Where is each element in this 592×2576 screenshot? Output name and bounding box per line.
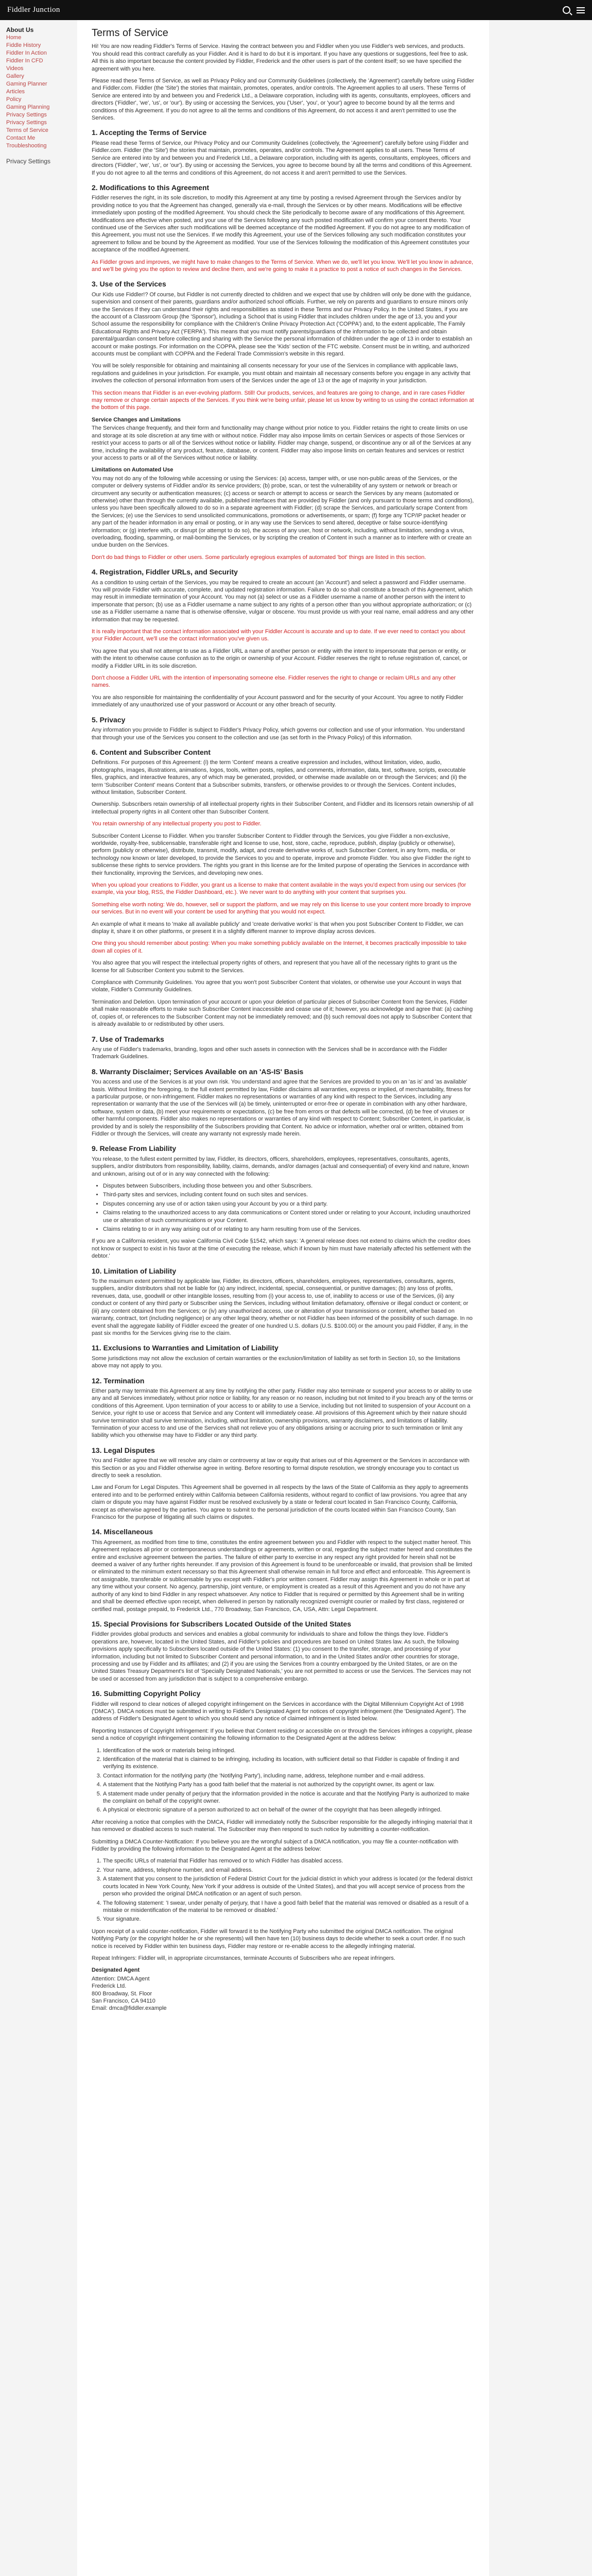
sidebar-item-gallery[interactable]: Gallery	[6, 73, 24, 79]
top-bar-actions	[563, 6, 585, 14]
section-heading: 15. Special Provisions for Subscribers Located Outside of the United States	[92, 1619, 352, 1628]
summary-note: Don't do bad things to Fiddler or other users. Some particularly egregious examples of automated 'bot' things are listed in this section.	[92, 554, 426, 561]
list-item: 3. A statement that you consent to the jurisdiction of Federal District Court for the judicial district in which your address is located (or the federal district courts located in New York County, New York if your address is outside of the United States), and that you will accept service of process from the person who provided the original DMCA notification or an agent of such person.	[103, 1875, 475, 1897]
sidebar-item-videos[interactable]: Videos	[6, 65, 24, 72]
intro-paragraph-2: Please read these Terms of Service, as well as Privacy Policy and our Community Guidelines (collectively, the 'Agreement') carefully before using Fiddler and Fiddler.com. Fiddler (the 'Site') the stories that maintain, promotes, operates, and/or controls. The Agreement applies to all users. These Terms of Service are entered into by and between you and Frederick Ltd., a Delaware corporation, including with its agents, consultants, employees, officers and directors ('Fiddler', 'we', 'us', or 'our'). By using or accessing the Services, you ('User', 'you', or 'your') agree to become bound by all the terms and conditions of this Agreement. If you do not agree to all the terms and conditions of this Agreement, do not access it and aren't permitted to use the Services.	[92, 78, 474, 122]
summary-note: Something else worth noting: We do, however, sell or support the platform, and we may rely on this license to use your content more broadly to improve our services. But in no event will your content be used for anything that you would not expect.	[92, 901, 472, 916]
summary-note: It is really important that the contact information associated with your Fiddler Account is accurate and up to date. If we ever need to contact you about your Fiddler Account, we'll use the contact information you've given us.	[92, 629, 465, 642]
list-item: • Disputes between Subscribers, including those between you and other Subscribers.	[103, 1182, 475, 1190]
list-item: 5. A statement made under penalty of perjury that the information provided in the notice is accurate and that the Notifying Party is authorized to make the complaint on behalf of the copyright owner.	[103, 1790, 475, 1805]
section-paragraph: Please read these Terms of Service, our Privacy Policy and our Community Guidelines (collectively, the 'Agreement') carefully before using Fiddler and Fiddler.com. Fiddler (the 'Site') the stories that maintain, promotes, operates, and/or controls. The Agreement applies to all users. These Terms of Service are entered into by and between you and Frederick Ltd., a Delaware corporation, including with its agents, consultants, employees, officers and directors ('Fiddler', 'we', 'us', or 'our'). By using or accessing the Services, you agree to become bound by all the terms and conditions of this Agreement. If you do not agree to all the terms and conditions of this Agreement, do not access it and aren't permitted to use the Services.	[92, 140, 472, 176]
terms-content	[77, 20, 489, 2576]
list-item: • Claims relating to the unauthorized access to any data communications or Content stored under or relating to your Account, including unauthorized use or alteration of such communications or your Content.	[103, 1209, 475, 1224]
sidebar-heading-2: Privacy Settings	[6, 158, 51, 165]
section-paragraph: An example of what it means to 'make all available publicly' and 'create derivative works' is that when you post Subscriber Content to Fiddler, we can display it, share it on other platforms, or present it in a slightly different manner to improve display across devices.	[92, 921, 463, 935]
sidebar-item-terms-of-service[interactable]: Terms of Service	[6, 127, 48, 133]
top-bar	[0, 0, 592, 20]
sidebar-item-privacy-settings-2[interactable]: Privacy Settings	[6, 120, 47, 126]
sidebar-item-contact-me[interactable]: Contact Me	[6, 135, 36, 141]
section-heading: 13. Legal Disputes	[92, 1446, 155, 1454]
section-heading: 4. Registration, Fiddler URLs, and Security	[92, 568, 238, 577]
list-item: • Claims relating to or in any way arising out of or relating to any harm resulting from use of the Services.	[103, 1226, 475, 1233]
section-paragraph: As a condition to using certain of the Services, you may be required to create an account (an 'Account') and select a password and Fiddler username. You will provide Fiddler with accurate, complete, and updated registration information. Failure to do so shall constitute a breach of this Agreement, which may result in immediate termination of your Account. You may not (a) select or use as a Fiddler username a name of another person with the intent to impersonate that person; (b) use as a Fiddler username a name subject to any rights of a person other than you without appropriate authorization; or (c) use as a Fiddler username a name that is otherwise offensive, vulgar or obscene. You must provide us with your real name, email address and any other information that may be requested.	[92, 579, 474, 623]
section-paragraph: You agree that you shall not attempt to use as a Fiddler URL a name of another person or entity with the intent to impersonate that person or entity, or with the intent to otherwise cause confusion as to the origin or ownership of your Account. Fiddler reserves the right to refuse registration of, cancel, or modify a Fiddler URL in its sole discretion.	[92, 648, 468, 669]
section-heading: 16. Submitting Copyright Policy	[92, 1689, 201, 1698]
section-paragraph: The Services change frequently, and their form and functionality may change without prior notice to you. Fiddler retains the right to create limits on use and storage at its sole discretion at any time with or without notice. Fiddler may also impose limits on certain Services or aspects of those Services or restrict your access to parts or all of the Services without notice or liability. Fiddler may change, suspend, or discontinue any or all of the Services at any time, including the availability of any product, feature, database, or content. Fiddler may also impose limits on certain features and services or restrict your access to parts or all of the Services without notice or liability.	[92, 425, 472, 461]
search-icon[interactable]	[563, 6, 570, 14]
list-item: 1. The specific URLs of material that Fiddler has removed or to which Fiddler has disabled access.	[103, 1857, 475, 1865]
section-paragraph: Any use of Fiddler's trademarks, branding, logos and other such assets in connection with the Services shall be in accordance with the Fiddler Trademark Guidelines.	[92, 1046, 447, 1060]
section-paragraph: You and Fiddler agree that we will resolve any claim or controversy at law or equity that arises out of this Agreement or the Services in accordance with this Section or as you and Fiddler otherwise agree in writing. Before resorting to formal dispute resolution, we strongly encourage you to contact us directly to seek a resolution.	[92, 1458, 469, 1479]
section-paragraph: You will be solely responsible for obtaining and maintaining all consents necessary for your use of the Services in compliance with applicable laws, regulations and guidelines in your jurisdiction. For example, you must obtain and maintain all necessary consents before you engage in any activity that involves the collection of personal information from users of the Services under the age of 13 or the age of majority in your jurisdiction.	[92, 363, 471, 384]
section-paragraph: After receiving a notice that complies with the DMCA, Fiddler will immediately notify the Subscriber responsible for the allegedly infringing material that it has removed or disabled access to such material. The Subscriber may then respond to such notice by submitting a counter-notification.	[92, 1819, 473, 1833]
sidebar-heading: About Us	[6, 26, 34, 33]
designated-agent-heading: Designated Agent	[92, 1967, 140, 1974]
sidebar-item-fiddler-in-action[interactable]: Fiddler In Action	[6, 50, 47, 56]
section-paragraph: Fiddler reserves the right, in its sole discretion, to modify this Agreement at any time by posting a revised Agreement through the Services and/or by providing notice to you that the Agreement has changed, generally via e-mail, through the Services or by other means. Modifications will be effective immediately upon posting of the modified Agreement. You should check the Site periodically to become aware of any modifications of this Agreement. Modifications are effective when posted, and your use of the Services following any such posted modification will confirm your consent thereto. Your continued use of the Services after such modifications will be deemed acceptance of the modified Agreement. If you do not agree to any modification of this Agreement, you must not use the Services. If we modify this Agreement, your use of the Services following any such modification constitutes your agreement to follow and be bound by the Agreement as modified. Your use of the Services following the modification of this Agreement constitutes your acceptance of the modified Agreement.	[92, 195, 470, 253]
summary-note: One thing you should remember about posting: When you make something publicly available on the Internet, it becomes practically impossible to take down all copies of it.	[92, 940, 467, 954]
section-heading: 12. Termination	[92, 1376, 145, 1385]
summary-note: Don't choose a Fiddler URL with the intention of impersonating someone else. Fiddler reserves the right to change or reclaim URLs and any other names.	[92, 675, 456, 689]
list-item: 6. A physical or electronic signature of a person authorized to act on behalf of the owner of the copyright that has been allegedly infringed.	[103, 1806, 475, 1814]
section-paragraph: You may not do any of the following while accessing or using the Services: (a) access, tamper with, or use non-public areas of the Services, or the computer or delivery systems of Fiddler and/or its service providers; (b) probe, scan, or test the vulnerability of any system or network or breach or circumvent any security or authentication measures; (c) access or search or attempt to access or search the Services by any means (automated or otherwise) other than through the currently available, published interfaces that are provided by Fiddler (and only pursuant to those terms and conditions), unless you have been specifically allowed to do so in a separate agreement with Fiddler; (d) scrape the Services, and particularly scrape Content from the Services; (e) use the Services to send unsolicited communications, promotions or advertisements, or spam; (f) forge any TCP/IP packet header or any part of the header information in any email or posting, or in any way use the Services to send altered, deceptive or false source-identifying information; or (g) interfere with, or disrupt (or attempt to do so), the access of any user, host or network, including, without limitation, sending a virus, overloading, flooding, spamming, or mail-bombing the Services, or by scripting the creation of Content in such a manner as to interfere with or create an undue burden on the Services.	[92, 475, 474, 549]
dmca-notice-list	[92, 1747, 475, 1814]
list-item: 3. Contact information for the notifying party (the 'Notifying Party'), including name, address, telephone number and e-mail address.	[103, 1772, 475, 1780]
summary-note: When you upload your creations to Fiddler, you grant us a license to make that content available in the ways you'd expect from using our services (for example, via your blog, RSS, the Fiddler Dashboard, etc.). We never want to do anything with your content that surprises you.	[92, 882, 466, 896]
summary-note: As Fiddler grows and improves, we might have to make changes to the Terms of Service. When we do, we'll let you know. We'll let you know in advance, and we'll be giving you the option to review and decline them, and we're going to make it a practice to post a notice of such changes in the Services.	[92, 259, 474, 273]
list-item: 1. Identification of the work or materials being infringed.	[103, 1747, 475, 1754]
designated-agent-address	[92, 1975, 475, 2012]
section-paragraph: You also agree that you will respect the intellectual property rights of others, and represent that you have all of the necessary rights to grant us the license for all Subscriber Content you submit to the Services.	[92, 960, 457, 974]
section-paragraph: Fiddler provides global products and services and enables a global community for individuals to share and follow the things they love. Fiddler's operations are, however, located in the United States, and Fiddler's policies and procedures are based on United States law. As such, the following provisions apply specifically to Subscribers located outside of the United States: (1) you consent to the transfer, storage, and processing of your information, including but not limited to Subscriber Content and personal information, to and in the United States and/or other countries for storage, processing and use by Fiddler and its affiliates; and (2) if you are using the Services from a country embargoed by the United States, or are on the United States Treasury Department's list of 'Specially Designated Nationals,' you are not permitted to access or use the Services. The Services may not be used or accessed from any jurisdiction that is subject to a comprehensive embargo.	[92, 1631, 471, 1682]
section-paragraph: You are also responsible for maintaining the confidentiality of your Account password and for the security of your Account. You agree to notify Fiddler immediately of any unauthorized use of your password or Account or any other breach of security.	[92, 694, 463, 708]
section-heading: 3. Use of the Services	[92, 280, 166, 289]
summary-note: You retain ownership of any intellectual property you post to Fiddler.	[92, 821, 262, 827]
section-paragraph: To the maximum extent permitted by applicable law, Fiddler, its directors, officers, shareholders, employees, representatives, consultants, agents, suppliers, and/or distributors shall not be liable for (a) any indirect, incidental, special, consequential, or punitive damages; (b) any loss of profits, revenues, data, use, goodwill or other intangible losses, resulting from (i) your access to, use of, inability to access or use of the Services, (ii) any conduct or content of any third party or Subscriber using the Services, including without limitation defamatory, offensive or illegal conduct or content; or (iii) any content obtained from the Services; or (iv) any unauthorized access, use or alteration of your transmissions or content, whether based on warranty, contract, tort (including negligence) or any other legal theory, whether or not Fiddler has been informed of the possibility of such damage. In no event shall the aggregate liability of Fiddler exceed the greater of one hundred U.S. dollars (U.S. $100.00) or the amount you paid Fiddler, if any, in the past six months for the Services giving rise to the claim.	[92, 1278, 473, 1336]
address-line: Email: dmca@fiddler.example	[92, 2005, 167, 2012]
section-paragraph: Fiddler will respond to clear notices of alleged copyright infringement on the Services in accordance with the Digital Millennium Copyright Act of 1998 ('DMCA'). DMCA notices must be submitted in writing to Fiddler's Designated Agent for notices of copyright infringement (the 'Designated Agent'). The address of Fiddler's Designated Agent to which you should send any notice of claimed infringement is listed below.	[92, 1701, 466, 1722]
list-item: 4. The following statement: 'I swear, under penalty of perjury, that I have a good faith belief that the material was removed or disabled as a result of a mistake or misidentification of the material to be removed or disabled.'	[103, 1900, 475, 1914]
section-paragraph: Our Kids use Fiddler!? Of course, but Fiddler is not currently directed to children and we expect that use by children will only be done with the guidance, supervision and consent of their parents, guardians and/or authorized school officials. Further, we rely on parents and guardians to ensure minors only use the Services if they can understand their rights and responsibilities as stated in these Terms and our Privacy Policy. In the United States, if you are the account of a Classroom Group (the 'Sponsor'), including a School that is using Fiddler that includes children under the age of 13, you and your School assume the responsibility for compliance with the Children's Online Privacy Protection Act ('COPPA') and, to the extent applicable, The Family Educational Rights and Privacy Act ('FERPA'). This means that you must notify parents/guardians of the information to be collected and obtain parental/guardian consent before collecting and sharing with the Service the personal information of children under the age of 13 in order to establish an account or make postings. For information on the COPPA, please see the 'Kids' section of the FTC website. Consent must be in writing, and authorized accounts must be compliant with COPPA and the Federal Trade Commission's website in this regard.	[92, 291, 473, 358]
section-paragraph: Termination and Deletion. Upon termination of your account or upon your deletion of particular pieces of Subscriber Content from the Services, Fiddler shall make reasonable efforts to make such Subscriber Content inaccessible and cease use of it; however, you acknowledge and agree that: (a) caching of, copies of, or references to the Subscriber Content may not be immediately removed; and (b) such removal does not apply to Subscriber Content that is already available to or redistributed by other users.	[92, 998, 473, 1028]
menu-icon[interactable]	[577, 7, 585, 13]
section-heading: 1. Accepting the Terms of Service	[92, 128, 207, 137]
address-line: Frederick Ltd.	[92, 1983, 127, 1990]
section-heading: 5. Privacy	[92, 715, 126, 724]
section-paragraph: Upon receipt of a valid counter-notification, Fiddler will forward it to the Notifying Party who submitted the original DMCA notification. The original Notifying Party (or the copyright holder he or she represents) will then have ten (10) business days to decide whether to seek a court order. If no such notice is received by Fiddler within ten business days, Fiddler may restore or re-enable access to the allegedly infringing material.	[92, 1928, 465, 1950]
sidebar-item-fiddler-in-cfd[interactable]: Fiddler In CFD	[6, 58, 43, 64]
list-item: 4. A statement that the Notifying Party has a good faith belief that the material is not authorized by the copyright owner, its agent or law.	[103, 1781, 475, 1788]
section-paragraph: Submitting a DMCA Counter-Notification: If you believe you are the wrongful subject of a DMCA notification, you may file a counter-notification with Fiddler by providing the following information to the Designated Agent at the address below:	[92, 1838, 459, 1853]
address-line: Attention: DMCA Agent	[92, 1975, 150, 1982]
section-heading: 10. Limitation of Liability	[92, 1266, 177, 1275]
section-heading: 7. Use of Trademarks	[92, 1035, 164, 1043]
section-heading: 9. Release From Liability	[92, 1144, 177, 1153]
section-heading: 14. Miscellaneous	[92, 1528, 153, 1536]
section-paragraph: You release, to the fullest extent permitted by law, Fiddler, its directors, officers, shareholders, employees, representatives, consultants, agents, suppliers, and/or distributors from responsibility, liability, claims, demands, and/or damages (actual and consequential) of every kind and nature, known and unknown, arising out of or in any way connected with the following:	[92, 1156, 469, 1177]
subsection-heading: Limitations on Automated Use	[92, 467, 173, 473]
sidebar-item-troubleshooting[interactable]: Troubleshooting	[6, 143, 47, 149]
section-paragraph: You access and use of the Services is at your own risk. You understand and agree that the Services are provided to you on an 'as is' and 'as available' basis. Without limiting the foregoing, to the full extent permitted by law, Fiddler disclaims all warranties, express or implied, of merchantability, fitness for a particular purpose, or non-infringement. Fiddler makes no representations or warranties of any kind with respect to the Services, including any representation or warranty that the use of the Services will (a) be timely, uninterrupted or error-free or operate in combination with any other hardware, software, system or data, (b) meet your requirements or expectations, (c) be free from errors or that defects will be corrected, (d) be free of viruses or other harmful components. Fiddler also makes no representations or warranties of any kind with respect to Content; Subscriber Content, in particular, is provided by and is solely the responsibility of the Subscribers providing that Content. No advice or information, whether oral or written, obtained from Fiddler or through the Services, will create any warranty not expressly made herein.	[92, 1079, 471, 1137]
sidebar-item-privacy-settings[interactable]: Privacy Settings	[6, 112, 47, 118]
address-line: 800 Broadway, St. Floor	[92, 1990, 152, 1997]
list-item: • Disputes concerning any use of or action taken using your Account by you or a third party.	[103, 1200, 475, 1208]
section-paragraph: Repeat Infringers: Fiddler will, in appropriate circumstances, terminate Accounts of Subscribers who are repeat infringers.	[92, 1955, 395, 1961]
section-heading: 2. Modifications to this Agreement	[92, 183, 210, 192]
list-item: • Third-party sites and services, including content found on such sites and services.	[103, 1191, 475, 1198]
list-item: 5. Your signature.	[103, 1916, 475, 1923]
sidebar-item-articles[interactable]: Articles	[6, 89, 25, 95]
sidebar-item-policy[interactable]: Policy	[6, 96, 22, 103]
section-paragraph: Either party may terminate this Agreement at any time by notifying the other party. Fiddler may also terminate or suspend your access to or ability to use any and all Services immediately, without prior notice or liability, for any reason or no reason, including but not limited to if you breach any of the terms or conditions of this Agreement. Upon termination of your access to or ability to use a Service, including but not limited to suspension of your Account on a Service, your right to use or access that Service and any Content will immediately cease. All provisions of this Agreement which by their nature should survive termination shall survive termination, including, without limitation, ownership provisions, warranty disclaimers, and limitations of liability. Termination of your access to and use of the Services shall not relieve you of any obligations arising or accruing prior to such termination or limit any liability which you otherwise may have to Fiddler or any third party.	[92, 1387, 474, 1439]
summary-note: This section means that Fiddler is an ever-evolving platform. Still! Our products, services, and features are going to change, and in rare cases Fiddler may remove or change certain aspects of the Services. If you think we're being unfair, please let us know by writing to us using the contact information at the bottom of this page.	[92, 389, 474, 411]
sidebar-item-fiddle-history[interactable]: Fiddle History	[6, 42, 41, 48]
section-heading: 6. Content and Subscriber Content	[92, 748, 211, 756]
intro-paragraph: Hi! You are now reading Fiddler's Terms of Service. Having the contract between you and Fiddler when you use Fiddler's web services, and products. You should read this contract carefully as your Fiddler. And it is hard to do but it is important. If you have any questions or suggestions, feel free to ask. All this is also important because the content provided by Fiddler, Frederick and the other users is part of the content itself; so we have specified the agreement with you here.	[92, 43, 468, 72]
section-paragraph: Reporting Instances of Copyright Infringement: If you believe that Content residing or accessible on or through the Services infringes a copyright, please send a notice of copyright infringement containing the following information to the Designated Agent at the address below:	[92, 1727, 473, 1742]
sidebar-item-gaming-planning[interactable]: Gaming Planning	[6, 104, 50, 110]
section-paragraph: If you are a California resident, you waive California Civil Code §1542, which says: 'A general release does not extend to claims which the creditor does not know or suspect to exist in his favor at the time of executing the release, which if known by him must have materially affected his settlement with the debtor.'	[92, 1238, 472, 1260]
section-paragraph: Ownership. Subscribers retain ownership of all intellectual property rights in their Subscriber Content, and Fiddler and its licensors retain ownership of all intellectual property rights in all Content other than Subscriber Content.	[92, 801, 474, 815]
section-paragraph: This Agreement, as modified from time to time, constitutes the entire agreement between you and Fiddler with respect to the subject matter hereof. This Agreement replaces all prior or contemporaneous understandings or agreements, written or oral, regarding the subject matter hereof and constitutes the entire and exclusive agreement between the parties. The failure of either party to exercise in any respect any right provided for herein shall not be deemed a waiver of any further rights hereunder. If any provision of this Agreement is found to be unenforceable or invalid, that provision shall be limited or eliminated to the minimum extent necessary so that this Agreement shall otherwise remain in full force and effect and enforceable. This Agreement is not assignable, transferable or sublicensable by you except with Fiddler's prior written consent. Fiddler may assign this Agreement in whole or in part at any time without your consent. No agency, partnership, joint venture, or employment is created as a result of this Agreement and you do not have any authority of any kind to bind Fiddler in any respect whatsoever. Any notice to Fiddler that is required or permitted by this Agreement shall be in writing and shall be deemed effective upon receipt, when delivered in person by nationally recognized overnight courier or mailed by first class, registered or certified mail, postage prepaid, to Frederick Ltd., 770 Broadway, San Francisco, CA, USA, Attn: Legal Department.	[92, 1539, 473, 1613]
section-paragraph: Definitions. For purposes of this Agreement: (i) the term 'Content' means a creative expression and includes, without limitation, video, audio, photographs, images, illustrations, animations, logos, tools, written posts, replies, and comments, information, data, text, software, scripts, executable files, graphics, and interactive features, any of which may be generated, provided, or otherwise made available on or through the Services; and (ii) the term 'Subscriber Content' means Content that a Subscriber submits, transfers, or otherwise provides to or through the Services. Content includes, without limitation, Subscriber Content.	[92, 759, 467, 795]
section-paragraph: Law and Forum for Legal Disputes. This Agreement shall be governed in all respects by the laws of the State of California as they apply to agreements entered into and to be performed entirely within California between California residents, without regard to conflict of law provisions. You agree that any claim or dispute you may have against Fiddler must be resolved exclusively by a state or federal court located in San Francisco County, California, except as otherwise agreed by the parties. You agree to submit to the personal jurisdiction of the courts located within San Francisco County, San Francisco for the purpose of litigating all such claims or disputes.	[92, 1484, 468, 1521]
section-paragraph: Some jurisdictions may not allow the exclusion of certain warranties or the exclusion/limitation of liability as set forth in Section 10, so the limitations above may not apply to you.	[92, 1355, 460, 1369]
section-heading: 8. Warranty Disclaimer; Services Available on an 'AS-IS' Basis	[92, 1067, 304, 1076]
page-title: Terms of Service	[92, 27, 168, 39]
release-list	[92, 1182, 475, 1233]
address-line: San Francisco, CA 94110	[92, 1997, 155, 2004]
sidebar-item-gaming-planner[interactable]: Gaming Planner	[6, 81, 47, 87]
counter-notice-list	[92, 1857, 475, 1923]
section-paragraph: Subscriber Content License to Fiddler. When you transfer Subscriber Content to Fiddler through the Services, you give Fiddler a non-exclusive, worldwide, royalty-free, sublicensable, transferable right and license to use, host, store, cache, reproduce, publish, display (publicly or otherwise), perform (publicly or otherwise), distribute, transmit, modify, adapt, and create derivative works of, such Subscriber Content, in any form, media, or technology now known or later developed, to provide the Services to you and to operate, improve and promote Fiddler. You also give Fiddler the right to sublicense these rights to service providers. The rights you grant in this license are for the limited purpose of operating the Services in accordance with their functionality, improving the Services, and developing new ones.	[92, 833, 471, 876]
sidebar-nav	[0, 20, 77, 165]
list-item: 2. Your name, address, telephone number, and email address.	[103, 1867, 475, 1874]
sidebar-item-home[interactable]: Home	[6, 35, 22, 41]
section-heading: 11. Exclusions to Warranties and Limitation of Liability	[92, 1344, 278, 1352]
section-paragraph: Any information you provide to Fiddler is subject to Fiddler's Privacy Policy, which governs our collection and use of your information. You understand that through your use of the Services you consent to the collection and use (as set forth in the Privacy Policy) of this information.	[92, 727, 465, 741]
section-paragraph: Compliance with Community Guidelines. You agree that you won't post Subscriber Content that violates, or otherwise use your Account in ways that violate, Fiddler's Community Guidelines.	[92, 979, 462, 993]
list-item: 2. Identification of the material that is claimed to be infringing, including its location, with sufficient detail so that Fiddler is capable of finding it and verifying its existence.	[103, 1756, 475, 1771]
site-logo[interactable]: Fiddler Junction	[7, 6, 60, 14]
subsection-heading: Service Changes and Limitations	[92, 416, 181, 423]
